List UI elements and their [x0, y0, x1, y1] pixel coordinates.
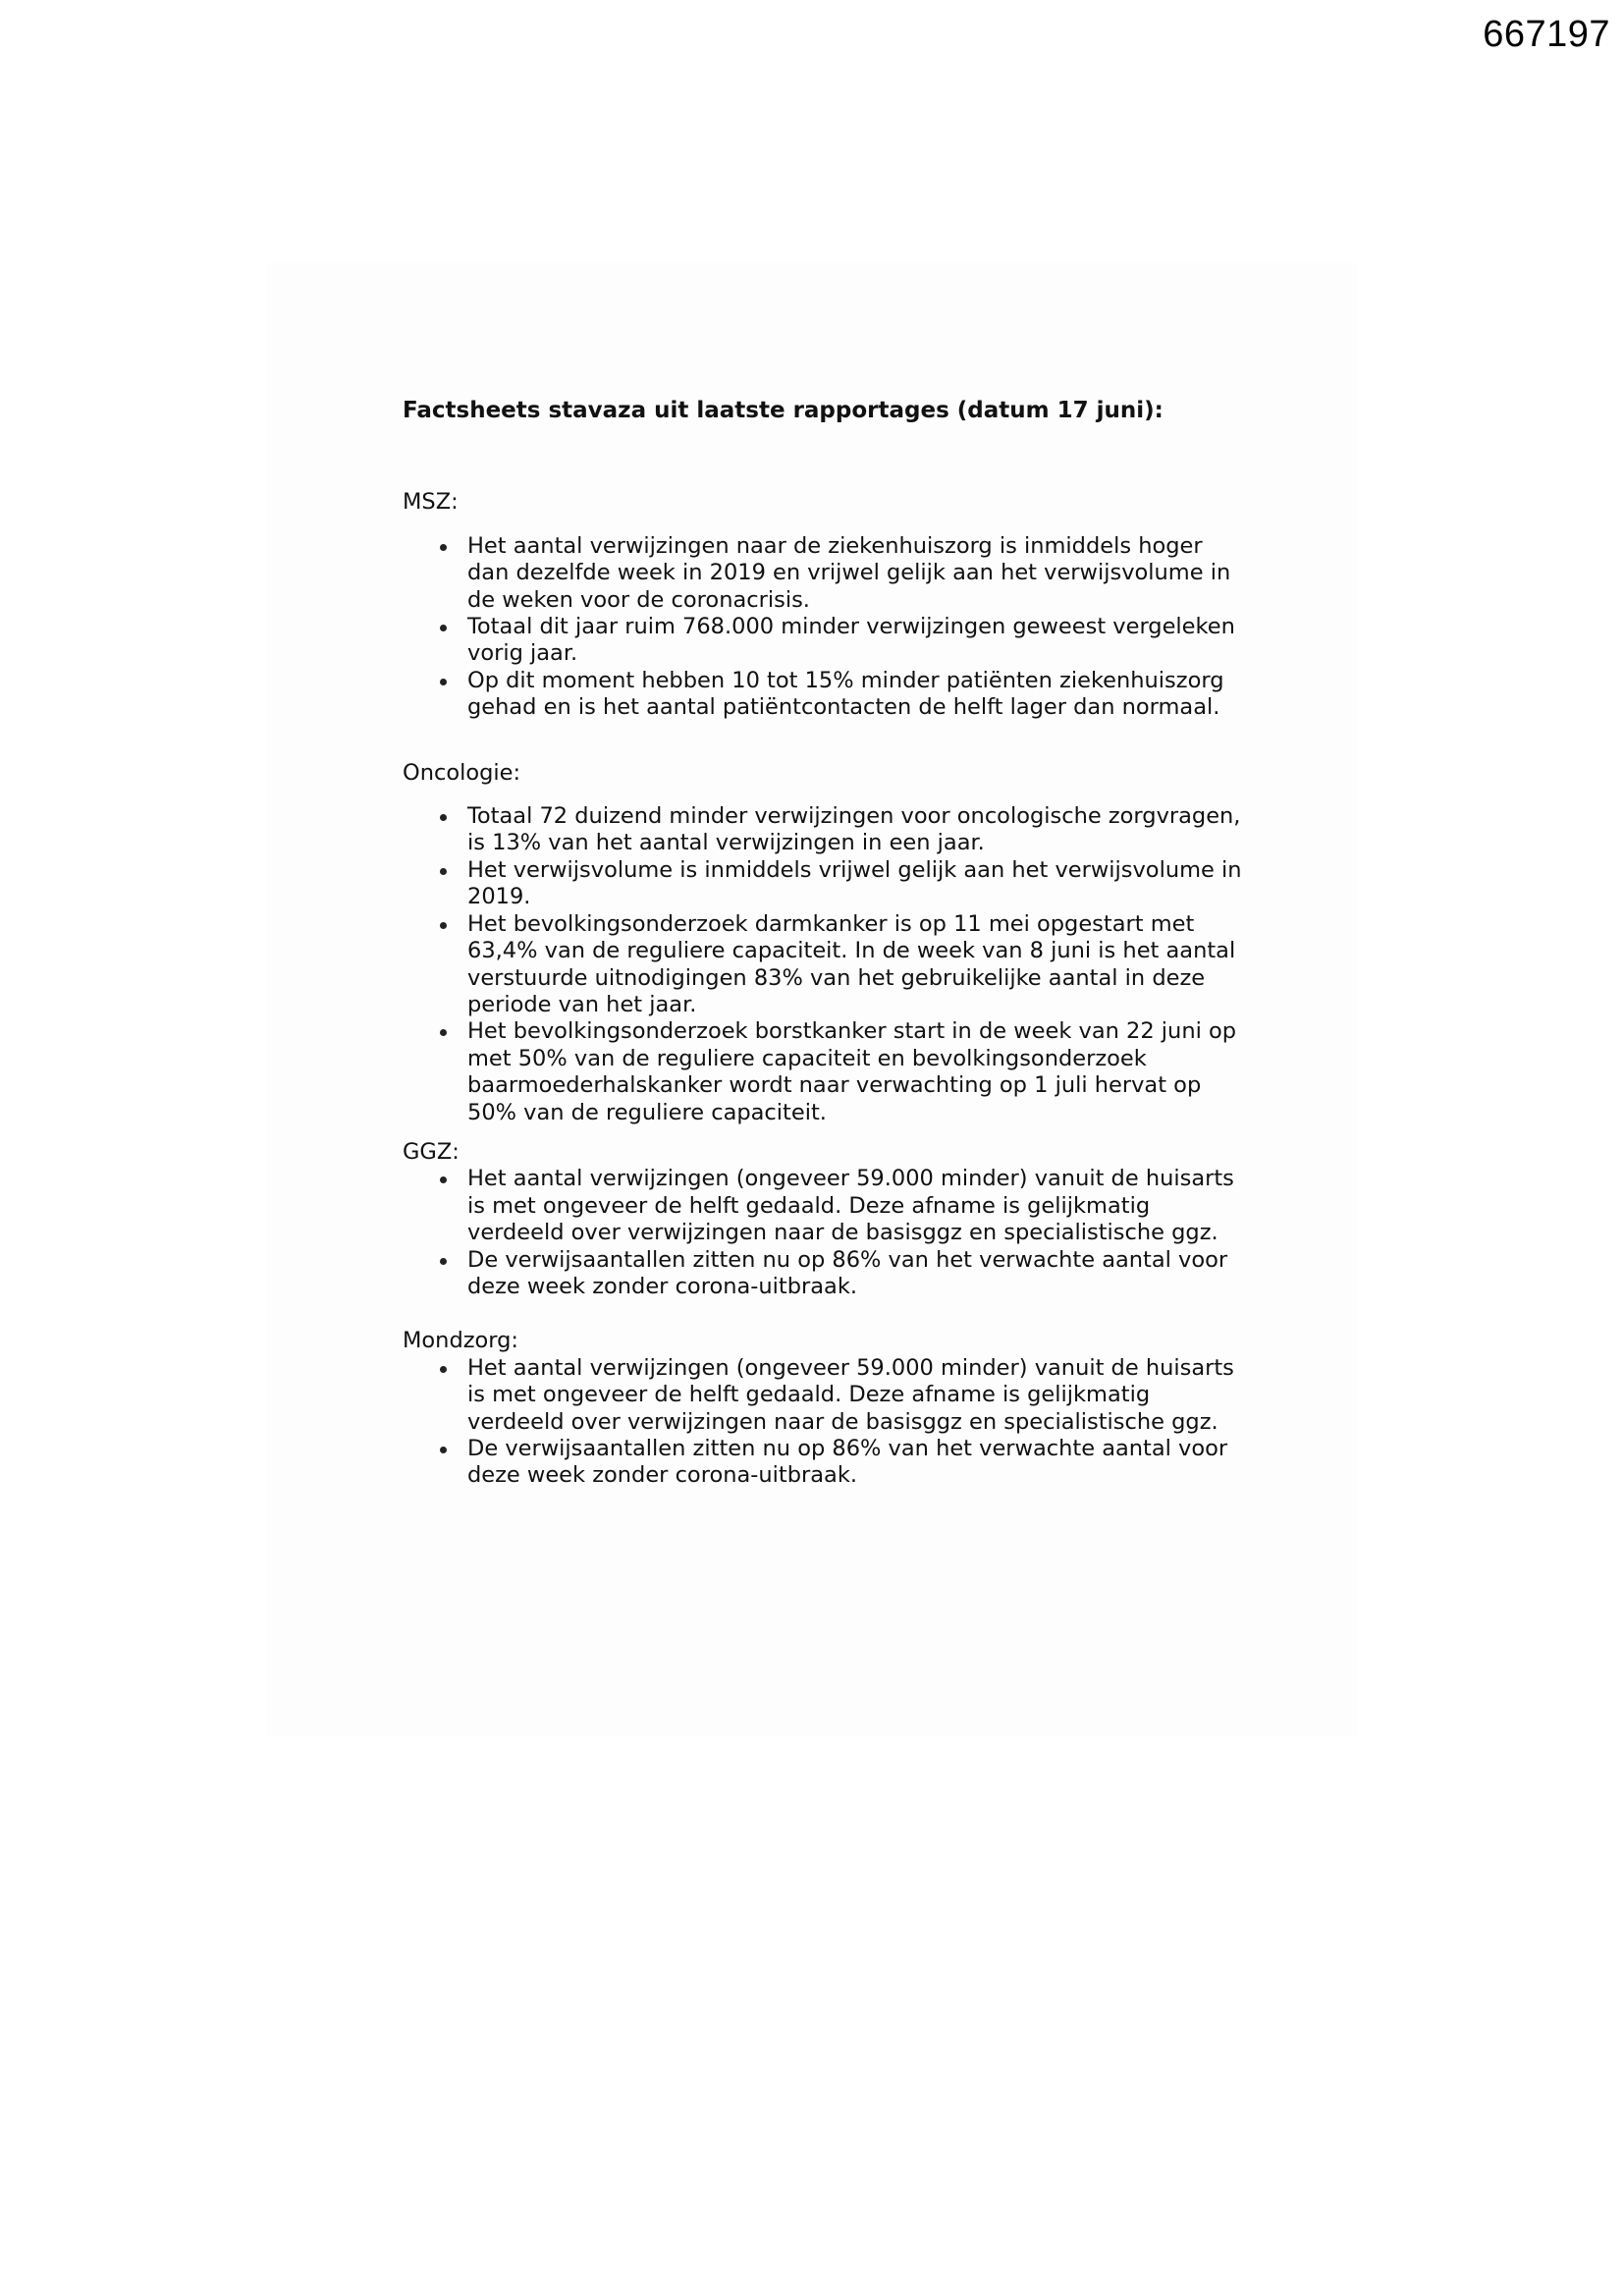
- list-item: Het aantal verwijzingen (ongeveer 59.000 minder) vanuit de huisarts is met ongeveer de helft gedaald. Deze afname is gelijkmatig verdeeld over verwijzingen naar de basisggz en specialistische ggz.: [403, 1166, 1247, 1246]
- document-number: 667197: [1483, 14, 1610, 55]
- bullet-list-msz: [403, 533, 1247, 722]
- list-item: Het bevolkingsonderzoek darmkanker is op 11 mei opgestart met 63,4% van de reguliere capaciteit. In de week van 8 juni is het aantal verstuurde uitnodigingen 83% van het gebruikelijke aantal in deze periode van het jaar.: [403, 911, 1247, 1019]
- document-title: Factsheets stavaza uit laatste rapportages (datum 17 juni):: [403, 398, 1164, 423]
- section-heading-mondzorg: Mondzorg:: [403, 1328, 519, 1354]
- bullet-list-mondzorg: [403, 1355, 1247, 1490]
- bullet-list-oncologie: [403, 803, 1247, 1126]
- list-item: Op dit moment hebben 10 tot 15% minder patiënten ziekenhuiszorg gehad en is het aantal patiëntcontacten de helft lager dan normaal.: [403, 668, 1247, 722]
- section-mondzorg: [403, 1328, 1247, 1489]
- list-item: Het verwijsvolume is inmiddels vrijwel gelijk aan het verwijsvolume in 2019.: [403, 857, 1247, 911]
- list-item: Het aantal verwijzingen (ongeveer 59.000 minder) vanuit de huisarts is met ongeveer de helft gedaald. Deze afname is gelijkmatig verdeeld over verwijzingen naar de basisggz en specialistische ggz.: [403, 1355, 1247, 1436]
- document-body: [403, 398, 1247, 1490]
- bullet-list-ggz: [403, 1166, 1247, 1300]
- list-item: Het bevolkingsonderzoek borstkanker start in de week van 22 juni op met 50% van de reguliere capaciteit en bevolkingsonderzoek baarmoederhalskanker wordt naar verwachting op 1 juli hervat op 50% van de reguliere capaciteit.: [403, 1018, 1247, 1126]
- list-item: De verwijsaantallen zitten nu op 86% van het verwachte aantal voor deze week zonder corona-uitbraak.: [403, 1436, 1247, 1490]
- section-heading-ggz: GGZ:: [403, 1138, 460, 1165]
- section-heading-msz: MSZ:: [403, 489, 459, 516]
- section-ggz: [403, 1139, 1247, 1300]
- list-item: Totaal 72 duizend minder verwijzingen voor oncologische zorgvragen, is 13% van het aantal verwijzingen in een jaar.: [403, 803, 1247, 857]
- list-item: De verwijsaantallen zitten nu op 86% van het verwachte aantal voor deze week zonder corona-uitbraak.: [403, 1247, 1247, 1301]
- list-item: Het aantal verwijzingen naar de ziekenhuiszorg is inmiddels hoger dan dezelfde week in 2019 en vrijwel gelijk aan het verwijsvolume in de weken voor de coronacrisis.: [403, 533, 1247, 614]
- section-oncologie: [403, 760, 1247, 1126]
- section-msz: [403, 489, 1247, 721]
- section-heading-oncologie: Oncologie:: [403, 759, 521, 786]
- list-item: Totaal dit jaar ruim 768.000 minder verwijzingen geweest vergeleken vorig jaar.: [403, 614, 1247, 668]
